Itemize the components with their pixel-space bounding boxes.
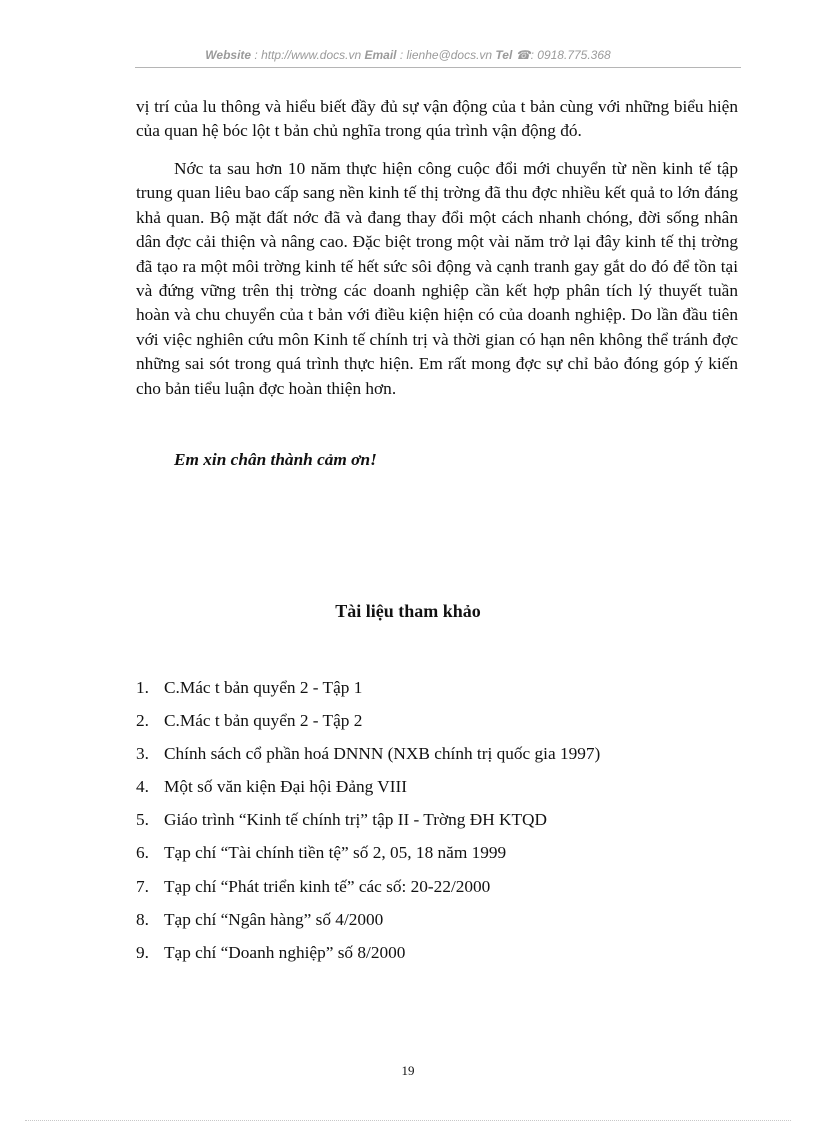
paragraph-intro-continuation: vị trí của lu thông và hiểu biết đầy đủ sự vận động của t bản cùng với những biểu hiện của quan hệ bóc lột t bản chủ nghĩa trong qúa trình vận động đó. <box>136 97 738 141</box>
reference-item <box>136 742 600 775</box>
email-label: Email <box>364 48 397 62</box>
reference-item <box>136 676 600 709</box>
thanks-line: Em xin chân thành cảm ơn! <box>174 450 377 469</box>
reference-number: 6. <box>136 843 149 863</box>
reference-number: 4. <box>136 777 149 797</box>
reference-item <box>136 775 600 808</box>
page-header <box>0 48 816 62</box>
reference-number: 2. <box>136 711 149 731</box>
reference-number: 1. <box>136 678 149 697</box>
reference-text: Tạp chí “Phát triển kinh tế” các số: 20-22/2000 <box>164 876 491 896</box>
reference-number: 7. <box>136 876 149 896</box>
reference-item <box>136 808 600 841</box>
reference-text: Giáo trình “Kinh tế chính trị” tập II - Trờng ĐH KTQD <box>164 810 548 830</box>
reference-text: Một số văn kiện Đại hội Đảng VIII <box>164 777 408 797</box>
paragraph-conclusion: Nớc ta sau hơn 10 năm thực hiện công cuộc đổi mới chuyển từ nền kinh tế tập trung quan liêu bao cấp sang nền kinh tế thị trờng đã thu đợc nhiều kết quả to lớn đáng khả quan. Bộ mặt đất nớc đã và đang thay đổi một cách nhanh chóng, đời sống nhân dân đợc cải thiện và nâng cao. Đặc biệt trong một vài năm trở lại đây kinh tế thị trờng đã tạo ra một môi trờng kinh tế hết sức sôi động và cạnh tranh gay gắt do đó để tồn tại và đứng vững trên thị trờng các doanh nghiệp cần kết hợp phân tích lý thuyết tuần hoàn và chu chuyển của t bản với điều kiện hiện có của doanh nghiệp. Do lần đầu tiên với việc nghiên cứu môn Kinh tế chính trị và thời gian có hạn nên không thể tránh đợc những sai sót trong quá trình thực hiện. Em rất mong đợc sự chỉ bảo đóng góp ý kiến cho bản tiểu luận đợc hoàn thiện hơn. <box>136 159 738 398</box>
reference-item <box>136 875 600 908</box>
references-title: Tài liệu tham khảo <box>335 601 481 621</box>
reference-number: 5. <box>136 810 149 830</box>
reference-item <box>136 841 600 874</box>
header-divider <box>135 67 741 68</box>
reference-item <box>136 941 600 974</box>
reference-number: 9. <box>136 942 149 962</box>
reference-text: C.Mác t bản quyển 2 - Tập 2 <box>164 711 363 731</box>
reference-item <box>136 709 600 742</box>
tel-number: ☎: 0918.775.368 <box>515 48 611 62</box>
tel-label: Tel <box>495 48 513 62</box>
reference-number: 3. <box>136 744 149 764</box>
reference-number: 8. <box>136 909 149 929</box>
reference-text: Tạp chí “Tài chính tiền tệ” số 2, 05, 18 năm 1999 <box>164 843 507 863</box>
reference-text: C.Mác t bản quyển 2 - Tập 1 <box>164 678 363 697</box>
reference-item <box>136 908 600 941</box>
reference-text: Chính sách cổ phần hoá DNNN (NXB chính trị quốc gia 1997) <box>164 744 601 764</box>
reference-text: Tạp chí “Doanh nghiệp” số 8/2000 <box>164 942 406 962</box>
page-number: 19 <box>401 1063 415 1078</box>
reference-text: Tạp chí “Ngân hàng” số 4/2000 <box>164 909 384 929</box>
email-address[interactable]: : lienhe@docs.vn <box>399 48 493 62</box>
website-url[interactable]: : http://www.docs.vn <box>254 48 362 62</box>
footer-divider <box>25 1120 791 1121</box>
website-label: Website <box>205 48 252 62</box>
references-list <box>136 676 600 974</box>
